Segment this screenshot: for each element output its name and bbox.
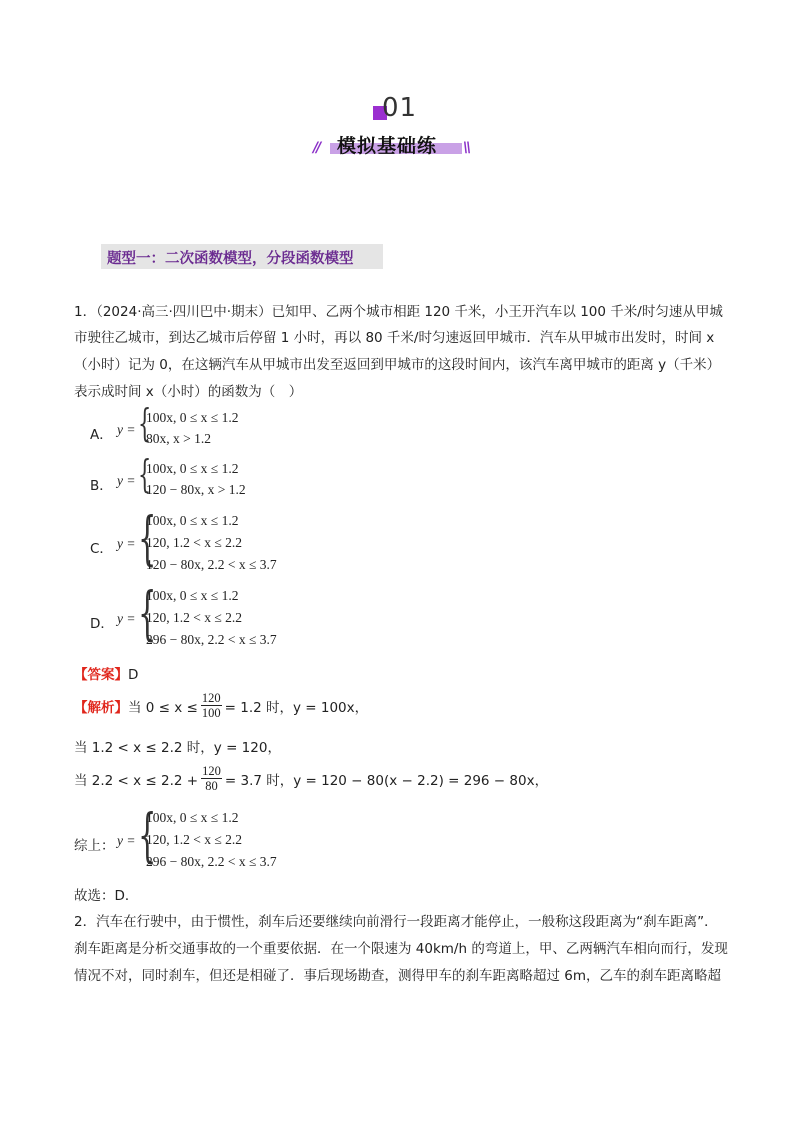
option-c-prefix: y = <box>117 536 136 551</box>
summary-case-1: 100x, 0 ≤ x ≤ 1.2 <box>146 810 239 825</box>
option-a-brace: { <box>138 401 152 445</box>
option-d-prefix: y = <box>117 611 136 626</box>
analysis-1-post: = 1.2 时，y = 100x， <box>224 699 369 716</box>
summary-case-2: 120, 1.2 < x ≤ 2.2 <box>146 832 243 847</box>
slash-right-decoration: \\ <box>463 140 470 156</box>
q1-line-1: 1．（2024·高三·四川巴中·期末）已知甲、乙两个城市相距 120 千米，小王开汽车以 100 千米/时匀速从甲城 <box>74 304 723 320</box>
section-title: 模拟基础练 <box>337 135 438 157</box>
q1-line-3: （小时）记为 0，在这辆汽车从甲城市出发至返回到甲城市的这段时间内，该汽车离甲城市的距离 y（千米） <box>74 357 721 373</box>
option-c-case-2: 120, 1.2 < x ≤ 2.2 <box>146 535 243 550</box>
analysis-tag: 【解析】 <box>74 699 128 716</box>
answer-line <box>74 663 138 683</box>
q1-line-2: 市驶往乙城市，到达乙城市后停留 1 小时，再以 80 千米/时匀速返回甲城市．汽车从甲城市出发时，时间 x <box>74 330 715 346</box>
summary-label: 综上： <box>74 838 115 854</box>
q1-line-4: 表示成时间 x（小时）的函数为（ ） <box>74 384 303 400</box>
analysis-1-numerator: 120 <box>201 691 221 705</box>
option-d-case-2: 120, 1.2 < x ≤ 2.2 <box>146 610 243 625</box>
option-d-case-1: 100x, 0 ≤ x ≤ 1.2 <box>146 588 239 603</box>
summary-case-3: 296 − 80x, 2.2 < x ≤ 3.7 <box>146 854 277 869</box>
option-b-case-2: 120 − 80x, x > 1.2 <box>146 482 246 497</box>
slash-left-decoration: // <box>313 140 320 156</box>
option-a-prefix: y = <box>117 422 136 437</box>
analysis-3-pre: 当 2.2 < x ≤ 2.2 + <box>74 772 199 789</box>
q2-line-2: 刹车距离是分析交通事故的一个重要依据．在一个限速为 40km/h 的弯道上，甲、乙两辆汽车相向而行，发现 <box>74 941 728 957</box>
topic-heading: 题型一：二次函数模型，分段函数模型 <box>107 251 354 267</box>
summary-prefix: y = <box>117 833 136 848</box>
section-number: 01 <box>382 93 418 123</box>
option-d-case-3: 296 − 80x, 2.2 < x ≤ 3.7 <box>146 632 277 647</box>
option-b-label: B． <box>90 478 113 494</box>
analysis-3-post: = 3.7 时，y = 120 − 80(x − 2.2) = 296 − 80x， <box>224 772 549 789</box>
answer-tag: 【答案】 <box>74 667 128 683</box>
analysis-3-denominator: 80 <box>205 779 218 793</box>
q2-line-3: 情况不对，同时刹车，但还是相碰了．事后现场勘查，测得甲车的刹车距离略超过 6m，乙车的刹车距离略超 <box>74 968 722 984</box>
option-a-case-2: 80x, x > 1.2 <box>146 431 211 446</box>
option-b-brace: { <box>138 452 152 496</box>
option-c-label: C． <box>90 541 113 557</box>
option-c-case-3: 120 − 80x, 2.2 < x ≤ 3.7 <box>146 557 277 572</box>
q2-line-1: 2．汽车在行驶中，由于惯性，刹车后还要继续向前滑行一段距离才能停止，一般称这段距离为“刹车距离”． <box>74 914 718 930</box>
analysis-1-denominator: 100 <box>201 706 221 720</box>
choice-line: 故选：D． <box>74 888 139 904</box>
analysis-line-1 <box>74 691 368 720</box>
analysis-3-numerator: 120 <box>202 764 221 778</box>
answer-value: D <box>128 667 139 683</box>
option-a-case-1: 100x, 0 ≤ x ≤ 1.2 <box>146 410 239 425</box>
option-b-case-1: 100x, 0 ≤ x ≤ 1.2 <box>146 461 239 476</box>
option-c-brace: { <box>138 504 157 572</box>
summary-brace: { <box>138 801 157 869</box>
option-b-prefix: y = <box>117 473 136 488</box>
analysis-line-3 <box>74 764 548 793</box>
topic-heading-bar <box>101 244 383 269</box>
analysis-1-fraction <box>201 691 222 720</box>
analysis-3-fraction <box>201 764 222 793</box>
analysis-1-pre: 当 0 ≤ x ≤ <box>128 699 198 716</box>
option-c-case-1: 100x, 0 ≤ x ≤ 1.2 <box>146 513 239 528</box>
option-d-brace: { <box>138 579 157 647</box>
option-d-label: D． <box>90 616 114 632</box>
option-a-label: A． <box>90 427 113 443</box>
analysis-line-2: 当 1.2 < x ≤ 2.2 时，y = 120， <box>74 740 281 756</box>
